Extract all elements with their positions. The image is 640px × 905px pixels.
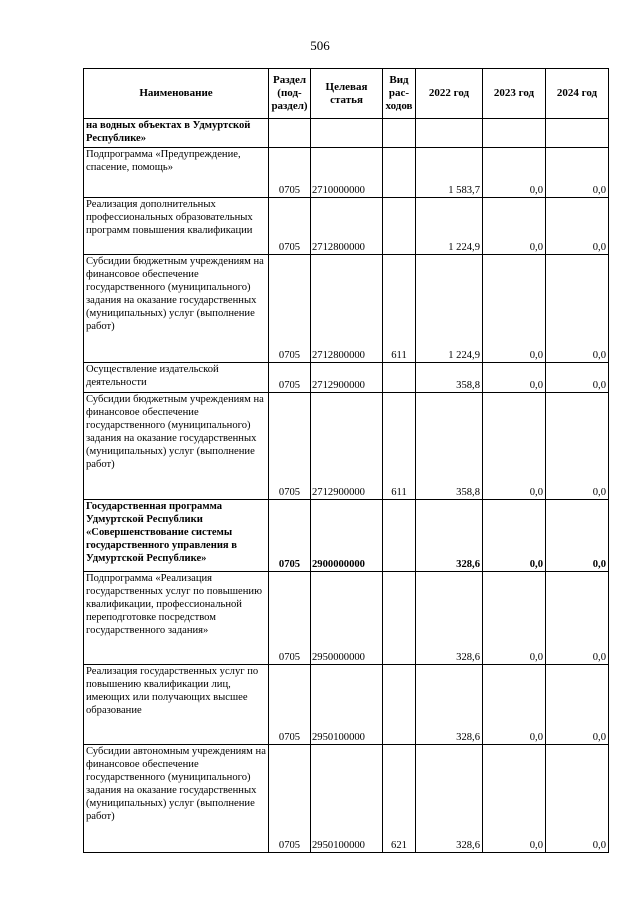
row-name: Подпрограмма «Реализация государственных услуг по повышению квалификации, профессиональной переподготовке посредством государственного задания»	[84, 572, 269, 665]
row-name: на водных объектах в Удмуртской Республике»	[84, 119, 269, 148]
row-2024: 0,0	[546, 363, 609, 393]
row-section: 0705	[269, 363, 311, 393]
header-expense: Вид рас-ходов	[383, 69, 416, 119]
row-2022	[416, 119, 483, 148]
row-2024	[546, 119, 609, 148]
row-target: 2950100000	[311, 745, 383, 853]
row-section: 0705	[269, 665, 311, 745]
row-name: Субсидии бюджетным учреждениям на финансовое обеспечение государственного (муниципального) задания на оказание государственных (муниципальных) услуг (выполнение работ)	[84, 393, 269, 500]
row-2024: 0,0	[546, 500, 609, 572]
row-2024: 0,0	[546, 148, 609, 198]
table-row	[84, 393, 609, 500]
row-section: 0705	[269, 148, 311, 198]
table-row	[84, 665, 609, 745]
table-row	[84, 745, 609, 853]
row-2024: 0,0	[546, 745, 609, 853]
row-name: Субсидии автономным учреждениям на финансовое обеспечение государственного (муниципального) задания на оказание государственных (муниципальных) услуг (выполнение работ)	[84, 745, 269, 853]
row-2022: 1 224,9	[416, 255, 483, 363]
row-section: 0705	[269, 255, 311, 363]
row-2023: 0,0	[483, 148, 546, 198]
row-target: 2900000000	[311, 500, 383, 572]
row-2023: 0,0	[483, 363, 546, 393]
table-row	[84, 500, 609, 572]
row-name: Субсидии бюджетным учреждениям на финансовое обеспечение государственного (муниципального) задания на оказание государственных (муниципальных) услуг (выполнение работ)	[84, 255, 269, 363]
row-target: 2950100000	[311, 665, 383, 745]
table-row	[84, 198, 609, 255]
row-section: 0705	[269, 572, 311, 665]
row-expense: 621	[383, 745, 416, 853]
row-expense	[383, 148, 416, 198]
budget-table	[83, 68, 609, 853]
header-2023: 2023 год	[483, 69, 546, 119]
header-name: Наименование	[84, 69, 269, 119]
page-number: 506	[310, 38, 330, 53]
header-section: Раздел (под-раздел)	[269, 69, 311, 119]
row-2023: 0,0	[483, 198, 546, 255]
row-name: Реализация государственных услуг по повышению квалификации лиц, имеющих или получающих высшее образование	[84, 665, 269, 745]
table-body	[84, 119, 609, 853]
row-expense	[383, 363, 416, 393]
row-section: 0705	[269, 198, 311, 255]
table-row	[84, 255, 609, 363]
row-name: Осуществление издательской деятельности	[84, 363, 269, 393]
row-2024: 0,0	[546, 198, 609, 255]
row-target: 2950000000	[311, 572, 383, 665]
row-expense	[383, 119, 416, 148]
row-section: 0705	[269, 745, 311, 853]
row-expense: 611	[383, 393, 416, 500]
row-2022: 1 224,9	[416, 198, 483, 255]
row-2022: 358,8	[416, 363, 483, 393]
row-target: 2712800000	[311, 255, 383, 363]
row-2023: 0,0	[483, 255, 546, 363]
row-target: 2712900000	[311, 363, 383, 393]
row-2023: 0,0	[483, 393, 546, 500]
row-2024: 0,0	[546, 572, 609, 665]
row-expense	[383, 665, 416, 745]
row-expense	[383, 500, 416, 572]
row-2022: 328,6	[416, 572, 483, 665]
table-row	[84, 363, 609, 393]
row-name: Реализация дополнительных профессиональных образовательных программ повышения квалификации	[84, 198, 269, 255]
table-row	[84, 148, 609, 198]
header-2022: 2022 год	[416, 69, 483, 119]
header-target: Целевая статья	[311, 69, 383, 119]
row-2022: 328,6	[416, 665, 483, 745]
row-2023: 0,0	[483, 665, 546, 745]
row-name: Государственная программа Удмуртской Республики «Совершенствование системы государственного управления в Удмуртской Республике»	[84, 500, 269, 572]
row-expense	[383, 198, 416, 255]
row-2022: 1 583,7	[416, 148, 483, 198]
table-row	[84, 119, 609, 148]
row-2023	[483, 119, 546, 148]
row-2022: 358,8	[416, 393, 483, 500]
row-name: Подпрограмма «Предупреждение, спасение, помощь»	[84, 148, 269, 198]
row-2024: 0,0	[546, 393, 609, 500]
row-section: 0705	[269, 393, 311, 500]
row-2024: 0,0	[546, 665, 609, 745]
row-2022: 328,6	[416, 500, 483, 572]
row-target	[311, 119, 383, 148]
row-expense	[383, 572, 416, 665]
header-row	[84, 69, 609, 119]
row-target: 2712800000	[311, 198, 383, 255]
row-section	[269, 119, 311, 148]
row-target: 2712900000	[311, 393, 383, 500]
header-2024: 2024 год	[546, 69, 609, 119]
row-section: 0705	[269, 500, 311, 572]
row-2023: 0,0	[483, 572, 546, 665]
row-2022: 328,6	[416, 745, 483, 853]
row-target: 2710000000	[311, 148, 383, 198]
row-2023: 0,0	[483, 745, 546, 853]
row-2023: 0,0	[483, 500, 546, 572]
row-expense: 611	[383, 255, 416, 363]
table-row	[84, 572, 609, 665]
row-2024: 0,0	[546, 255, 609, 363]
